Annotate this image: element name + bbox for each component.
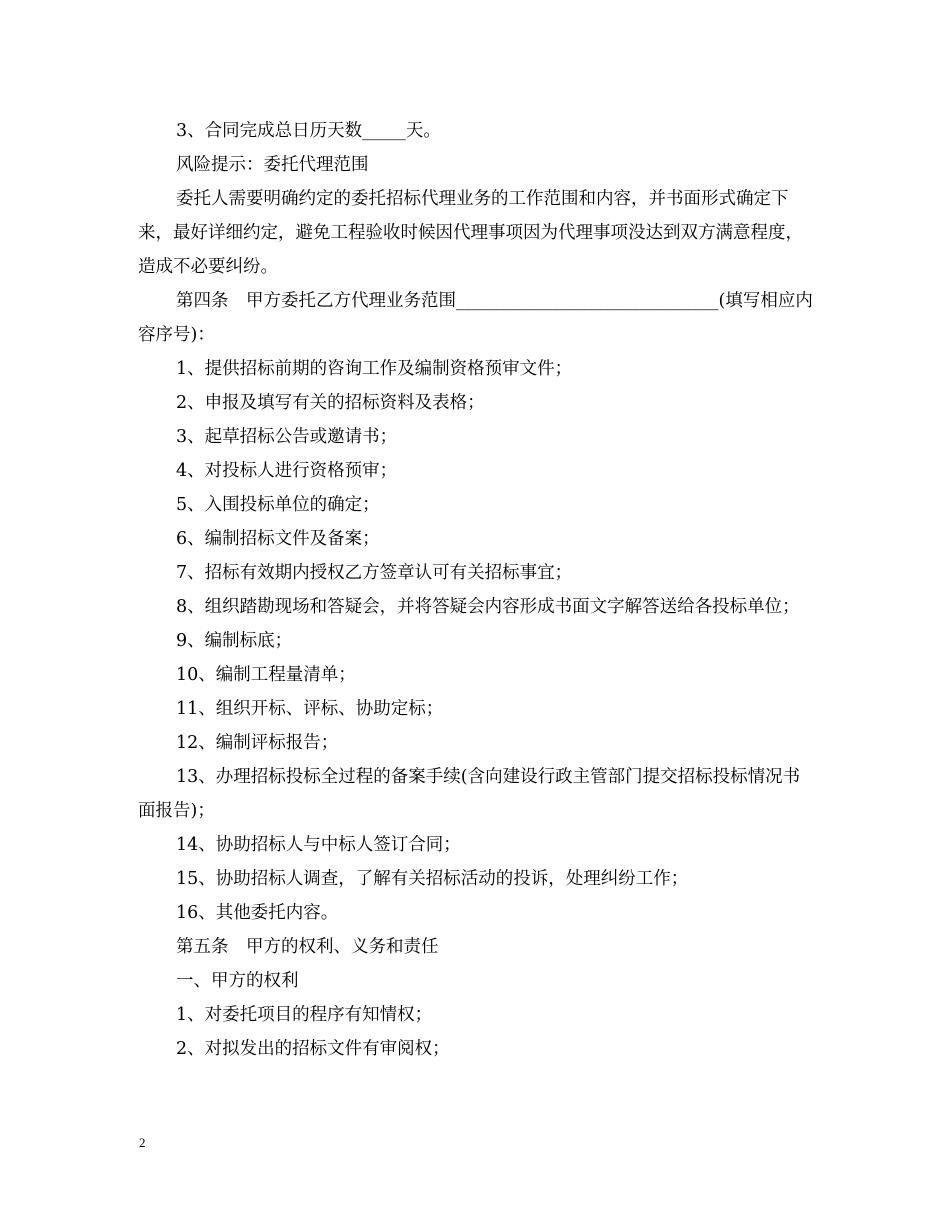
list-item: 10、编制工程量清单； xyxy=(176,665,356,685)
paragraph: 3、合同完成总日历天数_____天。 xyxy=(176,121,441,141)
list-item: 15、协助招标人调查，了解有关招标活动的投诉，处理纠纷工作； xyxy=(176,869,689,889)
list-item: 9、编制标底； xyxy=(176,631,293,651)
section-heading: 第五条 甲方的权利、义务和责任 xyxy=(176,937,439,957)
list-item: 14、协助招标人与中标人签订合同； xyxy=(176,835,461,855)
list-item: 11、组织开标、评标、协助定标； xyxy=(176,699,444,719)
document-body xyxy=(138,114,814,1066)
subsection-heading: 一、甲方的权利 xyxy=(176,971,299,991)
paragraph: 委托人需要明确约定的委托招标代理业务的工作范围和内容，并书面形式确定下来，最好详细约定，避免工程验收时候因代理事项因为代理事项没达到双方满意程度，造成不必要纠纷。 xyxy=(138,189,803,277)
list-item: 8、组织踏勘现场和答疑会，并将答疑会内容形成书面文字解答送给各投标单位； xyxy=(176,597,800,617)
list-item: 12、编制评标报告； xyxy=(176,733,339,753)
list-item: 5、入围投标单位的确定； xyxy=(176,495,380,515)
list-item: 13、办理招标投标全过程的备案手续(含向建设行政主管部门提交招标投标情况书面报告)； xyxy=(138,767,801,821)
paragraph: 风险提示：委托代理范围 xyxy=(176,155,369,175)
list-item: 2、申报及填写有关的招标资料及表格； xyxy=(176,393,485,413)
list-item: 1、提供招标前期的咨询工作及编制资格预审文件； xyxy=(176,359,573,379)
list-item: 16、其他委托内容。 xyxy=(176,903,339,923)
list-item: 4、对投标人进行资格预审； xyxy=(176,461,398,481)
page-number: 2 xyxy=(139,1135,146,1150)
list-item: 3、起草招标公告或邀请书； xyxy=(176,427,398,447)
list-item: 2、对拟发出的招标文件有审阅权； xyxy=(176,1039,450,1059)
list-item: 1、对委托项目的程序有知情权； xyxy=(176,1005,433,1025)
list-item: 7、招标有效期内授权乙方签章认可有关招标事宜； xyxy=(176,563,573,583)
paragraph: 第四条 甲方委托乙方代理业务范围______________________________(填写相应内容序号)： xyxy=(138,291,813,345)
list-item: 6、编制招标文件及备案； xyxy=(176,529,380,549)
